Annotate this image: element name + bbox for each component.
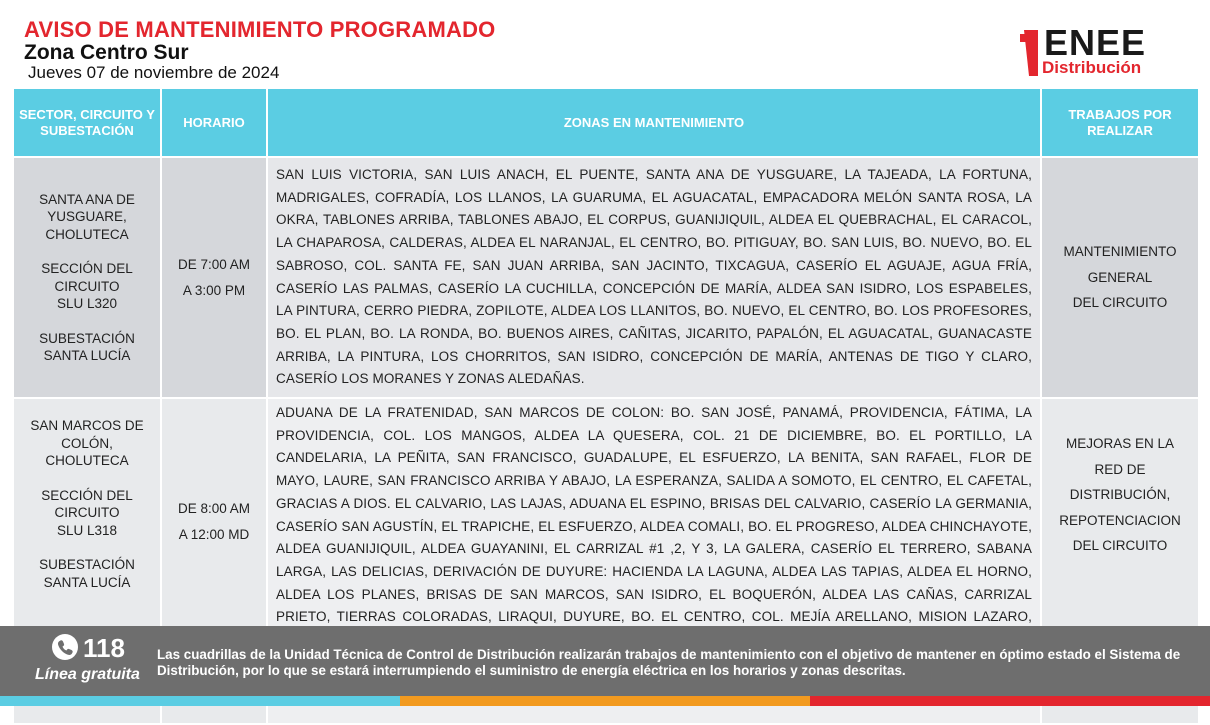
header-sector: SECTOR, CIRCUITO Y SUBESTACIÓN — [14, 89, 161, 157]
header-zonas: ZONAS EN MANTENIMIENTO — [267, 89, 1041, 157]
horario-end: A 12:00 MD — [178, 527, 250, 542]
stripe-red — [810, 696, 1210, 706]
stripe-orange — [400, 696, 810, 706]
enee-logo — [1018, 22, 1188, 79]
notice-title: AVISO DE MANTENIMIENTO PROGRAMADO — [24, 17, 496, 42]
horario-start: DE 7:00 AM — [177, 256, 251, 272]
notice-date: Jueves 07 de noviembre de 2024 — [28, 63, 280, 82]
trabajos-line: RED DE — [1094, 461, 1146, 477]
horario-start: DE 8:00 AM — [177, 501, 251, 516]
sector-line: CHOLUTECA — [45, 453, 129, 468]
logo-brand: ENEE — [1044, 22, 1147, 63]
horario-cell — [161, 157, 267, 398]
zones-cell: SAN LUIS VICTORIA, SAN LUIS ANACH, EL PUENTE, SANTA ANA DE YUSGUARE, LA TAJEADA, LA FORTUNA, MADRIGALES, COFRADÍA, LOS LLANOS, LA GUARUMA, EL AGUACATAL, EMPACADORA MELÓN SANTA ROSA, LA OKRA, TABLONES ARRIBA, TABLONES ABAJO, EL CORPUS, GUANIJIQUIL, ALDEA EL QUEBRACHAL, EL CARACOL, LA CHAPAROSA, CALDERAS, ALDEA EL NARANJAL, EL CENTRO, BO. PITIGUAY, BO. SAN LUIS, BO. NUEVO, BO. EL SABROSO, COL. SANTA FE, SAN JUAN ARRIBA, SAN JACINTO, TIXCAGUA, CASERÍO EL AGUAJE, AGUA FRÍA, CASERÍO LAS PALMAS, CASERÍO LA CUCHILLA, CONCEPCIÓN DE MARÍA, ALDEA SAN ISIDRO, LOS ESPABELES, LA PINTURA, CERRO PIEDRA, ZOPILOTE, ALDEA LOS LLANITOS, BO. NUEVO, EL CENTRO, BO. LOS PROFESORES, BO. EL PLAN, BO. LA RONDA, BO. BUENOS AIRES, CAÑITAS, JICARITO, PAPALÓN, EL AGUACATAL, GUANACASTE ARRIBA, LA PINTURA, LOS CHORRITOS, SAN ISIDRO, CONCEPCIÓN DE MARÍA, ANTENAS DE TIGO Y CLARO, CASERÍO LOS MORANES Y ZONAS ALEDAÑAS. — [267, 157, 1041, 398]
horario-end: A 3:00 PM — [182, 282, 246, 298]
sector-line: SAN MARCOS DE — [30, 418, 144, 433]
trabajos-line: DEL CIRCUITO — [1072, 538, 1168, 553]
logo-division: Distribución — [1042, 58, 1142, 77]
header-trabajos: TRABAJOS POR REALIZAR — [1041, 89, 1198, 157]
sector-cell — [14, 157, 161, 398]
trabajos-line: DEL CIRCUITO — [1072, 295, 1168, 311]
footer-bar — [0, 626, 1210, 696]
page-header — [0, 0, 1210, 88]
logo-mark-icon — [1020, 30, 1040, 76]
zones-cell: ADUANA DE LA FRATENIDAD, SAN MARCOS DE COLON: BO. SAN JOSÉ, PANAMÁ, PROVIDENCIA, FÁTIMA, LA PROVIDENCIA, COL. LOS MANGOS, ALDEA LA QUESERA, COL. 21 DE DICIEMBRE, BO. EL PORTILLO, LA CANDELARIA, LA PEÑITA, SAN FRANCISCO, GUADALUPE, EL ESFUERZO, LA BENITA, SAN RAFAEL, FLOR DE MAYO, LAURE, SAN FRANCISCO ARRIBA Y ABAJO, LA ESPERANZA, SALIDA A SOMOTO, EL CENTRO, EL CAFETAL, GRACIAS A DIOS. EL CALVARIO, LAS LAJAS, ADUANA EL ESPINO, BRISAS DEL CALVARIO, CASERÍO LA GERMANIA, CASERÍO SAN AGUSTÍN, EL TRAPICHE, EL ESFUERZO, ALDEA COMALI, BO. EL PROGRESO, ALDEA CHINCHAYOTE, ALDEA GUANIJIQUIL, ALDEA GUAYANINI, EL CARRIZAL #1 ,2, Y 3, LA GALERA, CASERÍO EL TERRERO, SABANA LARGA, LAS DELICIAS, DERIVACIÓN DE DUYURE: HACIENDA LA LAGUNA, ALDEA LAS TAPIAS, ALDEA EL HORNO, ALDEA LOS PLANES, BRISAS DE SAN MARCOS, SAN ISIDRO, EL BOQUERÓN, ALDEA LAS CAÑAS, CARRIZAL PRIETO, TIERRAS COLORADAS, LIRAQUI, DUYURE, BO. EL CENTRO, COL. MEJÍA ARELLANO, MISION LAZARO, — [267, 398, 1041, 724]
stripe-cyan — [0, 696, 400, 706]
phone-icon — [52, 634, 78, 660]
circuit-line: SLU L318 — [56, 522, 118, 538]
substation-line: SANTA LUCÍA — [43, 574, 131, 590]
sector-line: SANTA ANA DE — [39, 191, 135, 207]
circuit-line: SECCIÓN DEL — [41, 261, 133, 276]
substation-line: SANTA LUCÍA — [43, 348, 131, 363]
circuit-line: SLU L320 — [56, 296, 118, 311]
sector-line: COLÓN, — [61, 435, 113, 451]
phone-number: 118 — [83, 633, 125, 663]
substation-line: SUBESTACIÓN — [39, 330, 135, 346]
trabajos-line: GENERAL — [1087, 269, 1153, 285]
header-horario: HORARIO — [161, 89, 267, 157]
circuit-line: CIRCUITO — [54, 278, 120, 294]
trabajos-line: DISTRIBUCIÓN, — [1069, 487, 1171, 502]
sector-line: CHOLUTECA — [45, 226, 129, 242]
trabajos-line: MANTENIMIENTO — [1063, 244, 1177, 260]
footer-notice: Las cuadrillas de la Unidad Técnica de Control de Distribución realizarán trabajos de mantenimiento con el objetivo de mantener en óptimo estado el Sistema de Distribución, por lo que se estará interrumpiendo el suministro de energía eléctrica en los horarios y zonas descritas. — [157, 647, 1181, 678]
trabajos-line: REPOTENCIACION — [1059, 512, 1181, 528]
table-row — [14, 157, 1198, 398]
circuit-line: SECCIÓN DEL — [41, 487, 133, 503]
color-stripes — [0, 696, 1210, 706]
trabajos-cell — [1041, 157, 1198, 398]
substation-line: SUBESTACIÓN — [39, 557, 135, 572]
sector-line: YUSGUARE, — [47, 209, 127, 224]
phone-label: Línea gratuita — [35, 666, 140, 683]
zone-subtitle: Zona Centro Sur — [24, 41, 189, 64]
circuit-line: CIRCUITO — [54, 505, 120, 520]
table-header-row — [14, 89, 1198, 157]
trabajos-line: MEJORAS EN LA — [1065, 436, 1175, 451]
